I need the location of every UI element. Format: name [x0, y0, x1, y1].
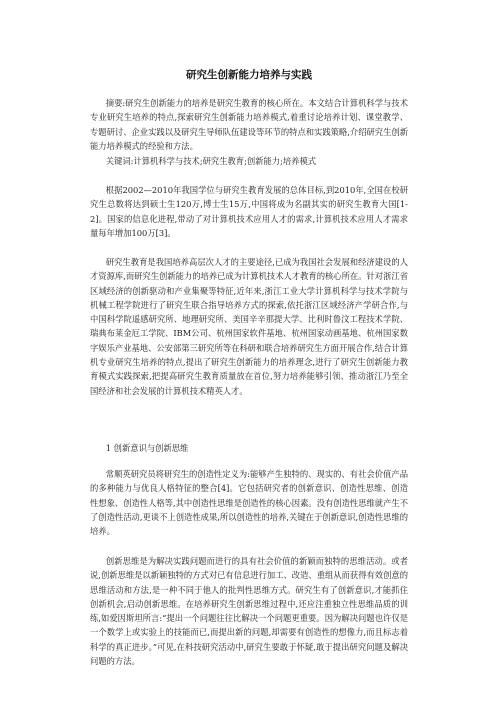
body-paragraph-3 — [90, 467, 408, 538]
abstract-paragraph — [90, 96, 408, 153]
body-text-3: 常顺英研究员将研究生的创造性定义为:能够产生独特的、现实的、有社会价值产品的多种能力与优良人格特征的整合[4]。它包括研究者的创新意识、创造性思维、创造性想象、创造性人格等,其中创造性思维是创造性的核心因素。没有创造性思维就产生不了创造性活动,更谈不上创造性成果,所以创造性的培养,关键在于创新意识,创造性思维的培养。 — [90, 469, 408, 537]
abstract-text: 摘要:研究生创新能力的培养是研究生教育的核心所在。本文结合计算机科学与技术专业研究生培养的特点,探索研究生创新能力培养模式,着重讨论培养计划、课堂教学、专题研讨、企业实践以及研究生导师队伍建设等环节的特点和实践策略,介绍研究生创新能力培养模式的经验和方法。 — [90, 98, 408, 151]
body-paragraph-4 — [90, 554, 408, 668]
keywords-text: 关键词:计算机科学与技术;研究生教育;创新能力;培养模式 — [105, 156, 317, 166]
section-heading-text: 1 创新意识与创新思维 — [105, 443, 189, 453]
keywords-paragraph — [90, 154, 408, 168]
document-title: 研究生创新能力培养与实践 — [186, 69, 312, 81]
body-text-1: 根据2002—2010年我国学位与研究生教育发展的总体目标,到2010年,全国在校研究生总数将达到硕士生120万,博士生15万,中国将成为名副其实的研究生教育大国[1-2]。国家的信息化进程,带动了对计算机技术应用人才的需求,计算机技术应用人才需求量每年增加100万[3]。 — [90, 185, 408, 238]
body-paragraph-1 — [90, 183, 408, 240]
body-paragraph-2 — [90, 255, 408, 398]
section-heading-1 — [90, 441, 408, 455]
body-text-2: 研究生教育是我国培养高层次人才的主要途径,已成为我国社会发展和经济建设的人才资源库,而研究生创新能力的培养已成为计算机技术人才教育的核心所在。针对浙江省区域经济的创新驱动和产业集聚等特征,近年来,浙江工业大学计算机科学与技术学院与机械工程学院进行了研究生联合指导培养方式的探索,依托浙江区域经济产学研合作,与中国科学院遥感研究所、地理研究所、美国辛辛那提大学、比利时鲁汶工程技术学院、瑞典布莱金厄工学院、IBM公司、杭州国家软件基地、杭州国家动画基地、杭州国家数字娱乐产业基地、公安部第三研究所等在科研和联合培养研究生方面开展合作,结合计算机专业研究生培养的特点,提出了研究生创新能力的培养理念,进行了研究生创新能力教育模式实践探索,把提高研究生教育质量放在首位,努力培养能够引领、推动浙江乃至全国经济和社会发展的计算机技术精英人才。 — [90, 257, 408, 396]
body-text-4: 创新思维是为解决实践问题而进行的具有社会价值的新颖而独特的思维活动。或者说,创新思维是以新颖独特的方式对已有信息进行加工、改造、重组从而获得有效创意的思维活动和方法,是一种不同于他人的批判性思维方式。研究生有了创新意识,才能抓住创新机会,启动创新思维。在培养研究生创新思维过程中,还应注重独立性思维品质的训练,如爱因斯坦所言:“提出一个问题往往比解决一个问题更重要。因为解决问题也许仅是一个数学上或实验上的技能而已,而提出新的问题,却需要有创造性的想像力,而且标志着科学的真正进步。”可见,在科技研究活动中,研究生要敢于怀疑,敢于提出研究问题及解决问题的方法。 — [90, 556, 408, 667]
